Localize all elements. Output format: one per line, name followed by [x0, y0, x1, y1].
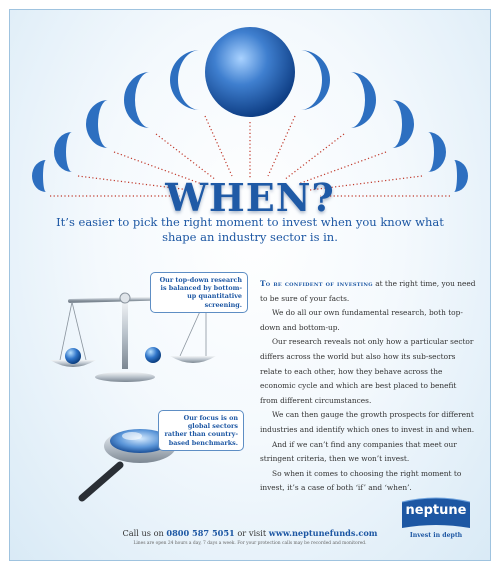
body-paragraph: So when it comes to choosing the right moment to invest, it’s a case of both ‘if’ and ‘when’. — [260, 468, 462, 493]
website-link[interactable]: www.neptunefunds.com — [268, 528, 378, 538]
headline: WHEN? — [165, 175, 335, 220]
body-paragraph: We can then gauge the growth prospects for different industries and identify which ones to invest in and when. — [260, 410, 475, 434]
blue-ball — [145, 347, 161, 363]
lead-rest: at the right time, you need to be sure of your facts. — [260, 279, 476, 303]
body-paragraph: Our research reveals not only how a particular sector differs across the world but also how its sub-sectors relate to each other, how they behave across the economic cycle and which are best placed to benefit from different circumstances. — [260, 337, 474, 405]
phase-planet — [428, 132, 446, 172]
full-planet — [205, 27, 295, 117]
phase-planet — [86, 100, 108, 148]
advert-frame — [9, 9, 491, 561]
phase-planet — [392, 100, 414, 148]
phase-planet — [300, 50, 330, 110]
contact-prefix: Call us on — [122, 528, 167, 538]
logo-name: neptune — [405, 503, 467, 518]
phase-planet — [350, 72, 376, 128]
lead-in: To be confident of investing — [260, 279, 373, 288]
phase-planet — [54, 132, 72, 172]
subheadline: It’s easier to pick the right moment to invest when you know what shape an industry sector is in. — [56, 215, 444, 244]
planet-phases-illustration — [32, 27, 468, 192]
body-copy — [260, 277, 476, 496]
phase-planet — [124, 72, 150, 128]
fineprint: Lines are open 24 hours a day, 7 days a week. For your protection calls may be recorded and monitored. — [133, 541, 367, 546]
blue-ball — [65, 348, 81, 364]
logo-tagline: Invest in depth — [409, 532, 463, 539]
body-paragraph: And if we can’t find any companies that meet our stringent criteria, then we won’t invest. — [260, 439, 457, 464]
contact-middle: or visit — [234, 528, 269, 538]
contact-line — [100, 528, 400, 538]
phase-planet — [170, 50, 200, 110]
phone-number[interactable]: 0800 587 5051 — [166, 528, 235, 538]
neptune-logo — [402, 498, 470, 544]
callout-scales: Our top-down research is balanced by bottom-up quantitative screening. — [150, 272, 248, 313]
callout-magnifier: Our focus is on global sectors rather than country-based benchmarks. — [158, 410, 244, 451]
body-paragraph: We do all our own fundamental research, both top-down and bottom-up. — [260, 308, 463, 332]
body-paragraph — [260, 277, 476, 306]
